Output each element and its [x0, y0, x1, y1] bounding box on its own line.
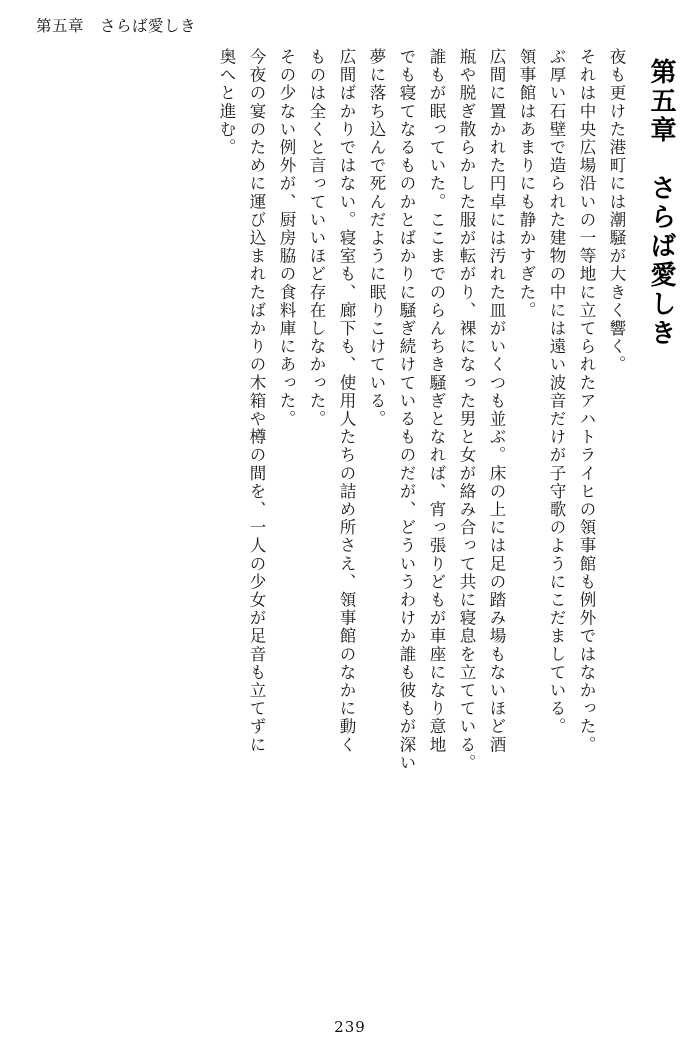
text-column: 広間ばかりではない。寝室も、廊下も、使用人たちの詰め所さえ、領事館のなかに動く [337, 48, 356, 754]
text-column: 誰もが眠っていた。ここまでのらんちき騒ぎとなれば、宵っ張りどもが車座になり意地 [427, 48, 446, 754]
page-number: 239 [334, 1018, 366, 1036]
text-column: 奥へと進む。 [217, 48, 236, 157]
text-column: 瓶や脱ぎ散らかした服が転がり、裸になった男と女が絡み合って共に寝息を立てている。 [457, 48, 476, 772]
text-column: その少ない例外が、厨房脇の食料庫にあった。 [277, 48, 296, 429]
text-column: ものは全くと言っていいほど存在しなかった。 [307, 48, 326, 429]
text-column: 領事館はあまりにも静かすぎた。 [517, 48, 536, 320]
text-column: 広間に置かれた円卓には汚れた皿がいくつも並ぶ。床の上には足の踏み場もないほど酒 [487, 48, 506, 754]
vertical-text-body [30, 48, 674, 998]
chapter-title: 第五章 さらば愛しき [646, 58, 676, 348]
text-column: 夢に落ち込んで死んだように眠りこけている。 [367, 48, 386, 429]
running-header: 第五章 さらば愛しき [36, 17, 197, 35]
text-column: 夜も更けた港町には潮騒が大きく響く。 [607, 48, 626, 374]
text-column: ぶ厚い石壁で造られた建物の中には遠い波音だけが子守歌のようにこだましている。 [547, 48, 566, 736]
text-column: でも寝てなるものかとばかりに騒ぎ続けているものだが、どういうわけか誰も彼もが深い [397, 48, 416, 772]
text-column: それは中央広場沿いの一等地に立てられたアハトライヒの領事館も例外ではなかった。 [577, 48, 596, 754]
text-column: 今夜の宴のために運び込まれたばかりの木箱や樽の間を、一人の少女が足音も立てずに [247, 48, 266, 754]
